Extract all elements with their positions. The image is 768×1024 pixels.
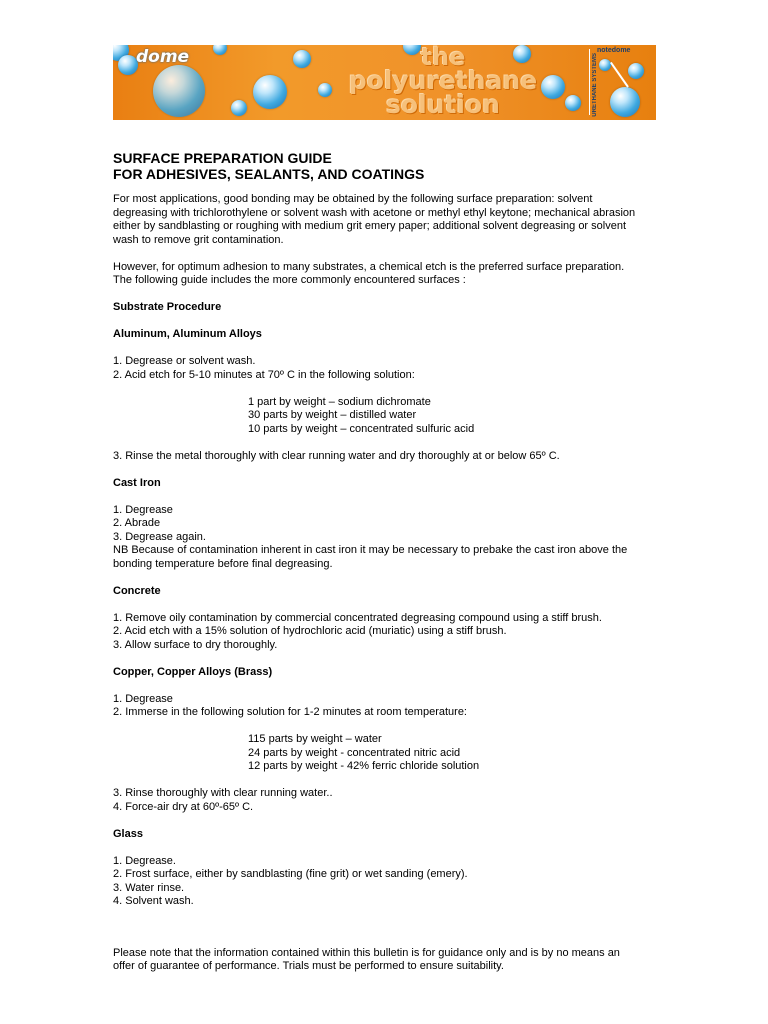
bubble-icon [213,45,227,55]
intro-line: degreasing with trichlorothylene or solvent wash with acetone or methyl ethyl keytone; mechanical abrasion [113,206,636,219]
disclaimer-line: offer of guarantee of performance. Trials must be performed to ensure suitability. [113,960,504,972]
list-item: 3. Rinse thoroughly with clear running water.. [113,787,333,799]
list-item: 1. Degrease [113,503,173,516]
note-line: NB Because of contamination inherent in cast iron it may be necessary to prebake the cast iron above the [113,544,628,556]
list-item: 2. Immerse in the following solution for 1-2 minutes at room temperature: [113,706,467,718]
note-line: bonding temperature before final degreasing. [113,557,333,570]
page-title-line1: SURFACE PREPARATION GUIDE [113,150,332,166]
section-heading-aluminum: Aluminum, Aluminum Alloys [113,328,262,340]
list-item: 4. Solvent wash. [113,895,194,907]
bubble-icon [628,63,644,79]
intro-line: However, for optimum adhesion to many substrates, a chemical etch is the preferred surface preparation. [113,260,625,273]
bubble-icon [610,87,640,117]
section-heading-glass: Glass [113,827,143,840]
brand-vertical-text: URETHANE SYSTEMS [592,53,598,117]
bubble-icon [153,65,205,117]
section-heading-copper: Copper, Copper Alloys (Brass) [113,665,273,678]
list-item: 1. Degrease [113,692,173,705]
header-banner [113,45,656,120]
bubble-icon [599,59,611,71]
list-item: 3. Water rinse. [113,881,185,894]
section-heading-cast-iron: Cast Iron [113,476,161,489]
banner-title-line2: polyurethane [348,66,538,95]
solution-item: 12 parts by weight - 42% ferric chloride solution [248,760,480,772]
list-item: 3. Degrease again. [113,530,206,543]
list-item: 2. Frost surface, either by sandblasting (fine grit) or wet sanding (emery). [113,868,468,880]
document-body [113,150,658,974]
bubble-icon [231,100,247,116]
solution-item: 30 parts by weight – distilled water [248,409,417,421]
dome-logo: dome [136,47,190,67]
list-item: 3. Rinse the metal thoroughly with clear running water and dry thoroughly at or below 65º C. [113,449,560,462]
bubble-icon [565,95,581,111]
banner-title [323,45,563,117]
divider [589,49,590,115]
brand-small-logo: notedome [597,47,631,54]
list-item: 4. Force-air dry at 60º-65º C. [113,800,254,813]
list-item: 1. Remove oily contamination by commercial concentrated degreasing compound using a stiff brush. [113,611,602,624]
bubble-icon [253,75,287,109]
bubble-icon [293,50,311,68]
banner-title-line1: the [420,45,466,71]
list-item: 2. Abrade [113,517,161,529]
intro-line: wash to remove grit contamination. [113,233,284,246]
list-item: 1. Degrease. [113,854,176,867]
solution-item: 115 parts by weight – water [248,733,382,745]
molecule-bond [610,62,629,88]
intro-line: For most applications, good bonding may be obtained by the following surface preparation: solvent [113,193,593,205]
intro-line: either by sandblasting or roughing with medium grit emery paper; additional solvent degreasing or solvent [113,220,627,232]
list-item: 2. Acid etch for 5-10 minutes at 70º C in the following solution: [113,368,415,381]
banner-title-line3: solution [386,90,500,119]
section-heading-substrate-procedure: Substrate Procedure [113,301,222,313]
intro-line: The following guide includes the more commonly encountered surfaces : [113,274,466,286]
list-item: 1. Degrease or solvent wash. [113,355,256,367]
bubble-icon [118,55,138,75]
page-title-line2: FOR ADHESIVES, SEALANTS, AND COATINGS [113,166,425,182]
solution-item: 1 part by weight – sodium dichromate [248,395,431,408]
list-item: 3. Allow surface to dry thoroughly. [113,638,278,651]
solution-item: 24 parts by weight - concentrated nitric acid [248,746,461,759]
list-item: 2. Acid etch with a 15% solution of hydrochloric acid (muriatic) using a stiff brush. [113,625,507,637]
disclaimer-line: Please note that the information contained within this bulletin is for guidance only and is by no means an [113,946,620,959]
section-heading-concrete: Concrete [113,584,161,597]
solution-item: 10 parts by weight – concentrated sulfuric acid [248,422,475,435]
